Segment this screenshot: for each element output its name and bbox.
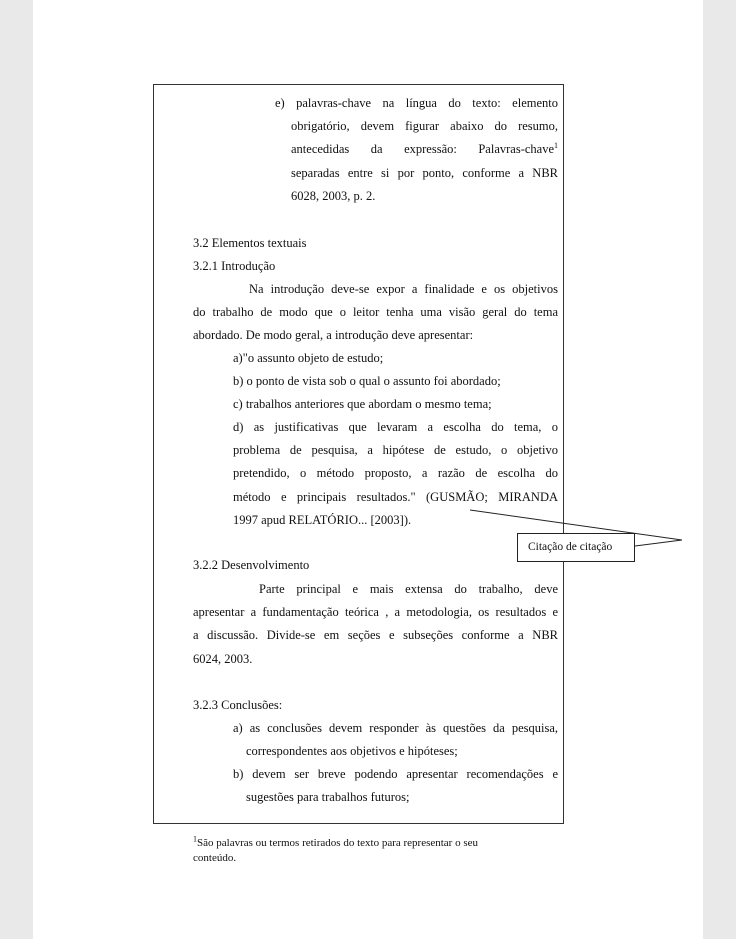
paragraph-line: do trabalho de modo que o leitor tenha uma visão geral do tema [193, 305, 558, 320]
development-paragraph [193, 578, 558, 671]
footnote-ref[interactable]: 1 [554, 141, 558, 151]
item-line: método e principais resultados." (GUSMÃO; MIRANDA [233, 489, 558, 504]
item-line: b) devem ser breve podendo apresentar recomendações e [233, 767, 558, 781]
footnote-marker: 1 [193, 834, 197, 844]
item-line: problema de pesquisa, a hipótese de estudo, o objetivo [233, 443, 558, 458]
keywords-line: obrigatório, devem figurar abaixo do resumo, [291, 119, 558, 134]
conclusion-item-a [233, 717, 558, 763]
keywords-line: e) palavras-chave na língua do texto: elemento [275, 96, 558, 110]
paragraph-line: Parte principal e mais extensa do trabalho, deve [259, 582, 558, 596]
paragraph-line: Na introdução deve-se expor a finalidade e os objetivos [249, 282, 558, 296]
item-line: d) as justificativas que levaram a escolha do tema, o [233, 420, 558, 434]
item-line: 1997 apud RELATÓRIO... [2003]). [233, 512, 412, 527]
item-line: a) as conclusões devem responder às questões da pesquisa, [233, 721, 558, 735]
section-heading-3-2-1: 3.2.1 Introdução [193, 259, 276, 273]
paragraph-line: 6024, 2003. [193, 651, 253, 666]
callout-box: Citação de citação [517, 533, 635, 562]
section-heading-3-2: 3.2 Elementos textuais [193, 236, 307, 250]
list-item: a)"o assunto objeto de estudo; [233, 351, 384, 365]
item-line: sugestões para trabalhos futuros; [246, 790, 410, 805]
paragraph-line: a discussão. Divide-se em seções e subseções conforme a NBR [193, 628, 558, 643]
section-heading-3-2-2: 3.2.2 Desenvolvimento [193, 558, 310, 572]
intro-paragraph [193, 278, 558, 348]
footnote [193, 836, 523, 866]
list-item: b) o ponto de vista sob o qual o assunto foi abordado; [233, 374, 501, 388]
item-line: pretendido, o método proposto, a razão de escolha do [233, 466, 558, 481]
list-item: c) trabalhos anteriores que abordam o mesmo tema; [233, 397, 492, 411]
list-item-d [233, 416, 558, 532]
section-heading-3-2-3: 3.2.3 Conclusões: [193, 698, 283, 712]
keywords-line: antecedidas da expressão: Palavras-chave$^1$ [291, 141, 558, 157]
keywords-item [275, 92, 558, 208]
paragraph-line: abordado. De modo geral, a introdução deve apresentar: [193, 328, 474, 343]
paragraph-line: apresentar a fundamentação teórica , a metodologia, os resultados e [193, 605, 558, 620]
keywords-line: 6028, 2003, p. 2. [291, 188, 376, 203]
footnote-text: São palavras ou termos retirados do texto para representar o seu conteúdo. [193, 837, 479, 864]
conclusion-item-b [233, 763, 558, 809]
keywords-line: separadas entre si por ponto, conforme a NBR [291, 165, 558, 180]
item-line: correspondentes aos objetivos e hipóteses; [246, 744, 458, 759]
